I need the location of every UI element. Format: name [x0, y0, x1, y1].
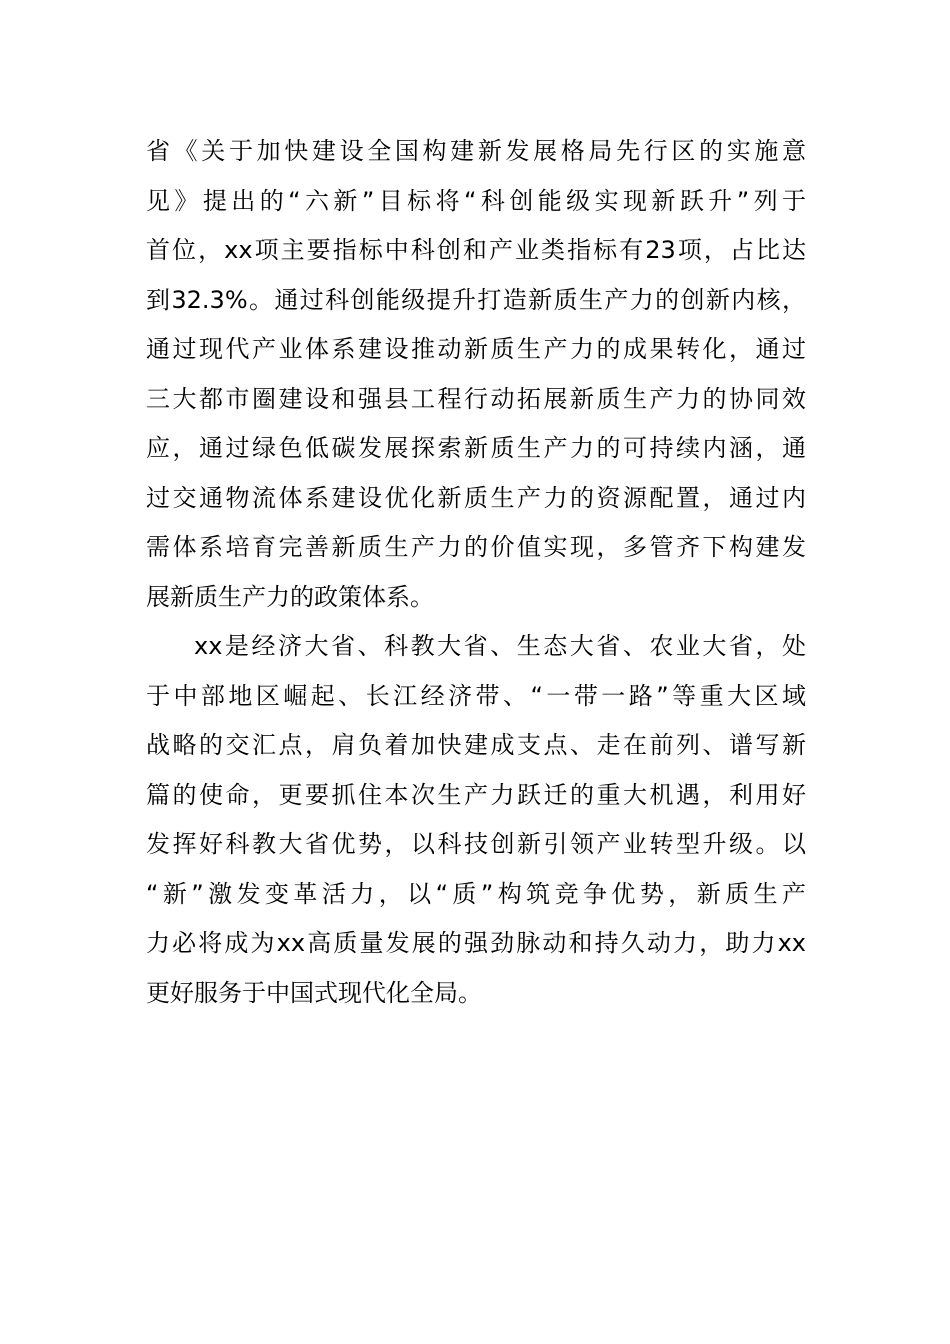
- paragraph-line: “新”激发变革活力，以“质”构筑竞争优势，新质生产: [146, 879, 806, 908]
- paragraph-line: 省《关于加快建设全国构建新发展格局先行区的实施意: [146, 137, 806, 165]
- paragraph-line: 见》提出的“六新”目标将“科创能级实现新跃升”列于: [146, 186, 806, 215]
- paragraph-line: 过交通物流体系建设优化新质生产力的资源配置，通过内: [146, 483, 806, 512]
- paragraph-line: 到32.3%。通过科创能级提升打造新质生产力的创新内核，: [146, 285, 806, 314]
- paragraph-line: 展新质生产力的政策体系。: [146, 582, 434, 611]
- paragraph-line: 篇的使命，更要抓住本次生产力跃迁的重大机遇，利用好: [146, 780, 806, 809]
- paragraph-2: [146, 622, 806, 1018]
- paragraph-line: 发挥好科教大省优势，以科技创新引领产业转型升级。以: [146, 830, 806, 858]
- paragraph-line: 需体系培育完善新质生产力的价值实现，多管齐下构建发: [146, 533, 806, 561]
- paragraph-line: 三大都市圈建设和强县工程行动拓展新质生产力的协同效: [146, 384, 806, 413]
- paragraph-line: 战略的交汇点，肩负着加快建成支点、走在前列、谱写新: [146, 731, 806, 759]
- paragraph-line: 首位，xx项主要指标中科创和产业类指标有23项，占比达: [146, 236, 806, 264]
- paragraph-line: 力必将成为xx高质量发展的强劲脉动和持久动力，助力xx: [146, 929, 806, 957]
- paragraph-line: xx是经济大省、科教大省、生态大省、农业大省，处: [194, 632, 806, 660]
- paragraph-line: 于中部地区崛起、长江经济带、“一带一路”等重大区域: [146, 681, 806, 710]
- paragraph-1: [146, 127, 806, 622]
- paragraph-line: 通过现代产业体系建设推动新质生产力的成果转化，通过: [146, 335, 806, 363]
- paragraph-line: 更好服务于中国式现代化全局。: [146, 978, 482, 1007]
- paragraph-line: 应，通过绿色低碳发展探索新质生产力的可持续内涵，通: [146, 434, 806, 462]
